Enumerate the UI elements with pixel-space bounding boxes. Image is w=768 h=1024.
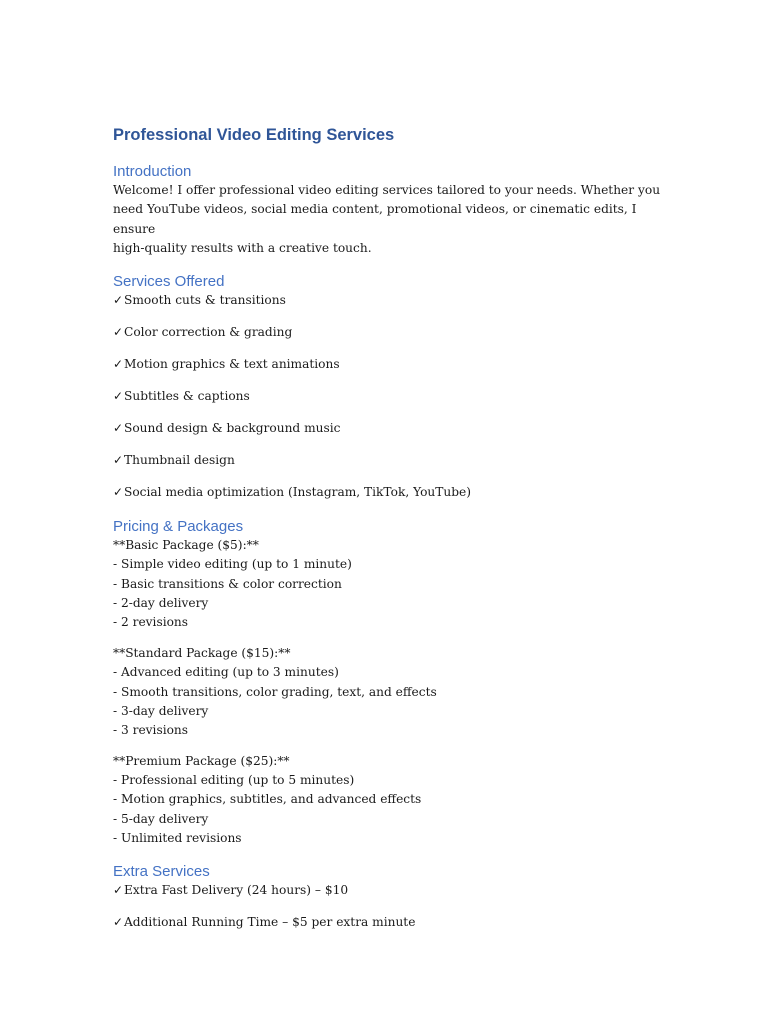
list-item (113, 323, 673, 342)
checkmark-icon: ✓ (113, 421, 124, 436)
list-item (113, 387, 673, 406)
checkmark-icon: ✓ (113, 357, 124, 372)
checkmark-icon: ✓ (113, 325, 124, 340)
package-feature: - Unlimited revisions (113, 830, 242, 845)
package-feature: - 2 revisions (113, 614, 189, 629)
package-block (113, 644, 673, 740)
intro-line: need YouTube videos, social media content, promotional videos, or cinematic edits, I ensure (113, 202, 637, 236)
services-heading: Services Offered (113, 273, 225, 291)
package-name: **Premium Package ($25):** (113, 754, 290, 769)
checkmark-icon: ✓ (113, 389, 124, 404)
package-feature: - Motion graphics, subtitles, and advanced effects (113, 792, 422, 807)
package-feature: - Advanced editing (up to 3 minutes) (113, 665, 339, 680)
extra-label: Additional Running Time – $5 per extra minute (124, 915, 416, 929)
service-label: Color correction & grading (124, 325, 293, 340)
list-item (113, 419, 673, 438)
extras-heading: Extra Services (113, 863, 210, 880)
document-title: Professional Video Editing Services (113, 126, 395, 144)
services-list (113, 291, 673, 502)
checkmark-icon: ✓ (113, 293, 124, 308)
list-item (113, 451, 673, 470)
intro-paragraph (113, 181, 673, 258)
package-feature: - Smooth transitions, color grading, text, and effects (113, 684, 437, 699)
list-item (113, 483, 673, 502)
service-label: Motion graphics & text animations (124, 357, 340, 372)
package-feature: - 5-day delivery (113, 811, 209, 826)
service-label: Subtitles & captions (124, 389, 250, 404)
pricing-packages (113, 536, 673, 848)
extras-list (113, 881, 673, 932)
package-feature: - 3 revisions (113, 722, 189, 737)
service-label: Thumbnail design (124, 453, 235, 468)
list-item (113, 355, 673, 374)
service-label: Social media optimization (Instagram, TikTok, YouTube) (124, 485, 472, 500)
package-name: **Basic Package ($5):** (113, 538, 259, 553)
package-block (113, 752, 673, 848)
checkmark-icon: ✓ (113, 915, 124, 929)
package-feature: - 3-day delivery (113, 703, 209, 718)
intro-line: Welcome! I offer professional video editing services tailored to your needs. Whether you (113, 183, 661, 197)
pricing-heading: Pricing & Packages (113, 518, 244, 536)
package-feature: - Professional editing (up to 5 minutes) (113, 773, 355, 788)
package-feature: - Simple video editing (up to 1 minute) (113, 557, 352, 572)
extra-label: Extra Fast Delivery (24 hours) – $10 (124, 883, 349, 897)
package-block (113, 536, 673, 632)
checkmark-icon: ✓ (113, 453, 124, 468)
package-feature: - 2-day delivery (113, 595, 209, 610)
package-feature: - Basic transitions & color correction (113, 576, 342, 591)
service-label: Smooth cuts & transitions (124, 293, 286, 308)
list-item (113, 291, 673, 310)
checkmark-icon: ✓ (113, 485, 124, 500)
service-label: Sound design & background music (124, 421, 341, 436)
list-item (113, 881, 673, 900)
intro-line: high-quality results with a creative touch. (113, 240, 372, 255)
intro-heading: Introduction (113, 163, 192, 180)
list-item (113, 913, 673, 932)
checkmark-icon: ✓ (113, 883, 124, 897)
document-page (113, 125, 673, 932)
package-name: **Standard Package ($15):** (113, 646, 291, 661)
